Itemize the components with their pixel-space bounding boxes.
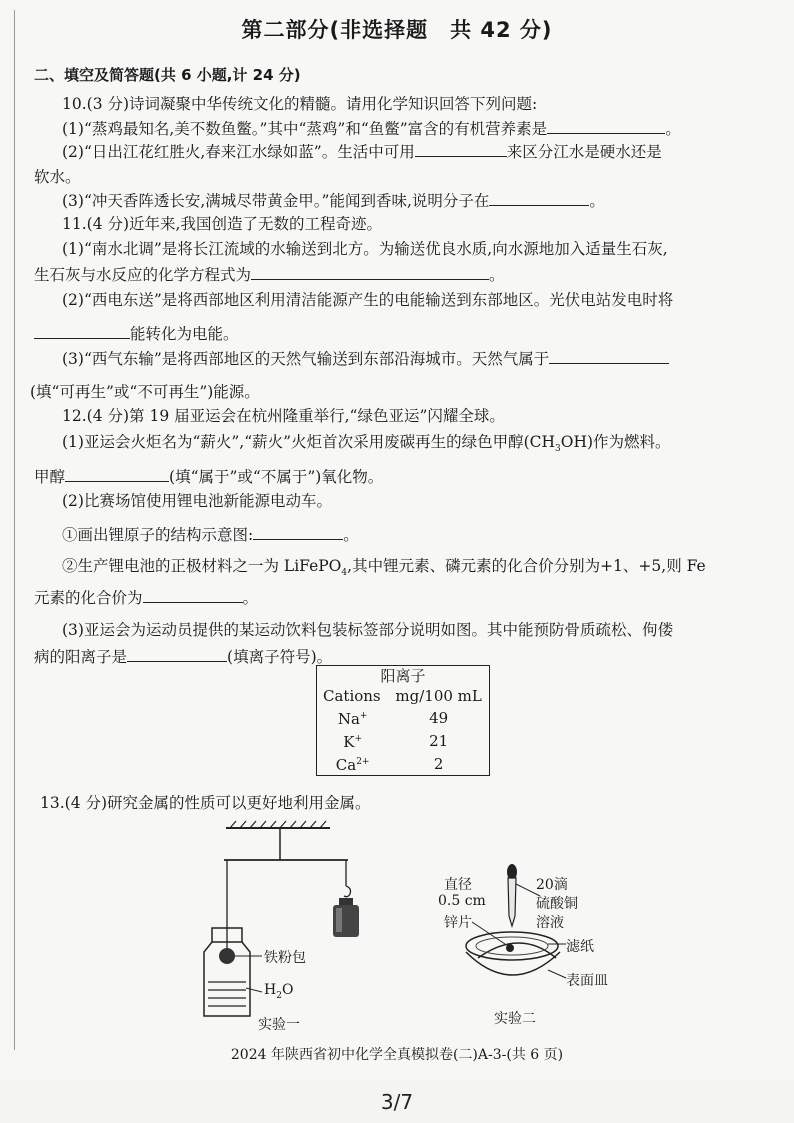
drops-label: 20滴: [536, 877, 568, 893]
q10-heading: 10.(3 分)诗词凝聚中华传统文化的精髓。请用化学知识回答下列问题:: [62, 95, 538, 113]
answer-blank[interactable]: [127, 645, 227, 662]
q10-part1: [62, 117, 681, 140]
q12-part1b-text: 甲醇: [34, 468, 66, 486]
q10-part2: [62, 140, 662, 163]
ion-value: 21: [429, 731, 449, 750]
q12-part1-text-cont: OH)作为燃料。: [560, 433, 671, 451]
q12-part2-3: [34, 586, 258, 609]
q11-part3-wrap: (填“可再生”或“不可再生”)能源。: [30, 383, 260, 401]
answer-blank[interactable]: [143, 586, 243, 603]
q11-part2: (2)“西电东送”是将西部地区利用清洁能源产生的电能输送到东部地区。光伏电站发电时将: [62, 291, 674, 309]
q10-part3: [62, 189, 605, 212]
diameter-value: 0.5 cm: [438, 893, 486, 909]
q12-part3: (3)亚运会为运动员提供的某运动饮料包装标签部分说明如图。其中能预防骨质疏松、佝偻: [62, 621, 673, 639]
ion-name: Na+: [337, 710, 368, 728]
q11-part2-text: 能转化为电能。: [130, 325, 239, 343]
experiment-one-caption: 实验一: [258, 1017, 300, 1033]
q12-part2-2-text: ②生产锂电池的正极材料之一为 LiFePO: [62, 557, 342, 575]
answer-blank[interactable]: [253, 523, 343, 540]
table-header-cations: Cations: [323, 687, 381, 705]
q10-part2-text-cont: 来区分江水是硬水还是: [506, 143, 662, 161]
period: 。: [665, 120, 681, 138]
period: 。: [343, 526, 359, 544]
section-heading: 二、填空及简答题(共 6 小题,计 24 分): [34, 66, 301, 84]
answer-blank[interactable]: [65, 465, 169, 482]
experiment-two-caption: 实验二: [494, 1011, 536, 1027]
copper-sulfate-label: 硫酸铜: [536, 896, 578, 912]
q12-heading: 12.(4 分)第 19 届亚运会在杭州隆重举行,“绿色亚运”闪耀全球。: [62, 407, 505, 425]
answer-blank[interactable]: [549, 347, 669, 364]
subscript: 3: [555, 444, 561, 455]
answer-blank[interactable]: [415, 140, 507, 157]
period: 。: [589, 192, 605, 210]
q12-part3-text-cont: (填离子符号)。: [227, 648, 333, 666]
page-footer: 2024 年陕西省初中化学全真模拟卷(二)A-3-(共 6 页): [230, 1047, 564, 1063]
iron-powder-label: 铁粉包: [264, 950, 306, 966]
answer-blank[interactable]: [547, 117, 665, 134]
water-label: $H_2O$: [264, 982, 294, 1001]
page-indicator: 3/7: [380, 1090, 414, 1114]
ion-name: $Ca^{2+}$: [335, 756, 370, 774]
answer-blank[interactable]: [489, 189, 589, 206]
part-title: 第二部分(非选择题 共 42 分): [241, 18, 553, 42]
q12-part2-3-text: 元素的化合价为: [34, 589, 143, 607]
q11-part3: [62, 347, 669, 370]
q11-part1-wrap: [34, 263, 505, 286]
q12-part2: (2)比赛场馆使用锂电池新能源电动车。: [62, 492, 332, 510]
q11-heading: 11.(4 分)近年来,我国创造了无数的工程奇迹。: [62, 215, 382, 233]
period: 。: [489, 266, 505, 284]
table-row: [317, 729, 490, 752]
ion-value: 2: [433, 754, 444, 773]
answer-blank[interactable]: [251, 263, 489, 280]
q10-part3-text: (3)“冲天香阵透长安,满城尽带黄金甲。”能闻到香味,说明分子在: [62, 192, 490, 210]
q10-part2-wrap: 软水。: [34, 168, 81, 186]
period: 。: [242, 589, 259, 607]
q12-part1: [62, 431, 671, 460]
watch-glass-label: 表面皿: [566, 973, 608, 989]
diameter-label: 直径: [444, 877, 472, 893]
table-header-unit: mg/100 mL: [395, 687, 482, 705]
q13-heading: 13.(4 分)研究金属的性质可以更好地利用金属。: [40, 794, 371, 812]
ion-name: K+: [343, 733, 362, 751]
q10-part2-text: (2)“日出江花红胜火,春来江水绿如蓝”。生活中可用: [62, 143, 415, 161]
q12-part1-text: (1)亚运会火炬名为“薪火”,“薪火”火炬首次采用废碳再生的绿色甲醇(CH: [62, 433, 556, 451]
ion-label-table: [316, 665, 490, 776]
q12-part2-1: [62, 523, 359, 546]
q10-part1-text: (1)“蒸鸡最知名,美不数鱼鳖。”其中“蒸鸡”和“鱼鳖”富含的有机营养素是: [62, 120, 548, 138]
q12-part2-1-text: ①画出锂原子的结构示意图:: [62, 526, 254, 544]
table-row: [317, 706, 490, 729]
subscript: 4: [341, 568, 348, 579]
filter-paper-label: 滤纸: [566, 939, 594, 955]
q12-part1b-text-cont: (填“属于”或“不属于”)氧化物。: [169, 468, 384, 486]
table-row: [317, 752, 490, 776]
solution-label: 溶液: [536, 915, 564, 931]
q12-part2-2-text-cont: ,其中锂元素、磷元素的化合价分别为+1、+5,则 Fe: [347, 557, 706, 575]
table-title: 阳离子: [380, 667, 426, 685]
q11-part1-text: 生石灰与水反应的化学方程式为: [34, 266, 252, 284]
q12-part1-wrap: [34, 465, 383, 488]
q11-part1: (1)“南水北调”是将长江流域的水输送到北方。为输送优良水质,向水源地加入适量生石灰,: [62, 240, 668, 258]
q11-part3-text: (3)“西气东输”是将西部地区的天然气输送到东部沿海城市。天然气属于: [62, 350, 550, 368]
experiment-diagrams: [0, 820, 794, 1040]
answer-blank[interactable]: [34, 322, 130, 339]
q11-part2-wrap: [34, 322, 239, 345]
ion-value: 49: [429, 708, 449, 727]
q12-part3-text: 病的阳离子是: [34, 648, 128, 666]
q12-part3-wrap: [34, 645, 332, 668]
q12-part2-2: [62, 555, 706, 584]
zinc-sheet-label: 锌片: [444, 915, 472, 931]
